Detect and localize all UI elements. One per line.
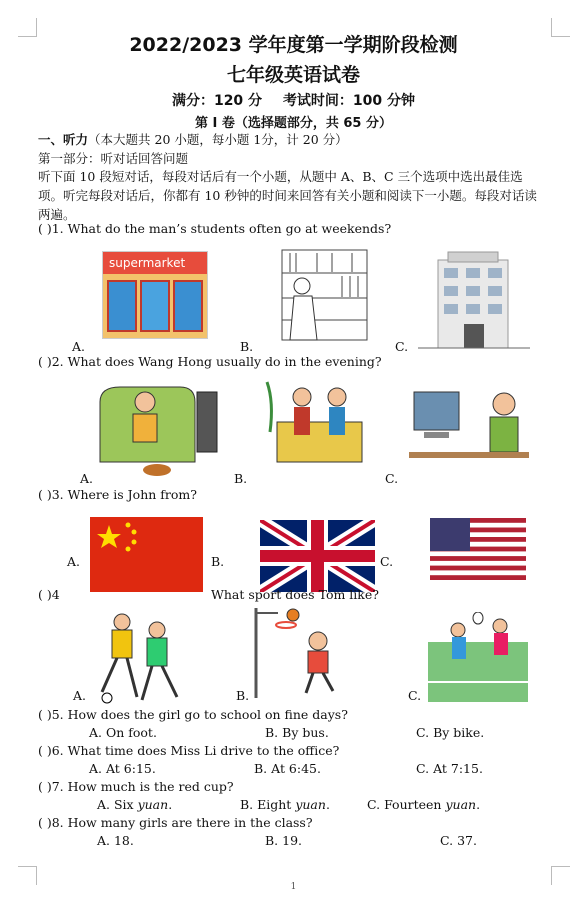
exam-meta	[0, 90, 587, 110]
time-label: 考试时间：100 分钟	[282, 93, 416, 109]
football-image	[87, 612, 187, 704]
option-c[interactable]: C. Fourteen yuan.	[367, 797, 481, 812]
option-c[interactable]: C.	[380, 554, 394, 569]
option-b[interactable]: B.	[236, 688, 250, 703]
answer-bracket[interactable]: ( )	[38, 743, 52, 758]
option-c[interactable]: C.	[395, 339, 409, 354]
option-c[interactable]: C. 37.	[440, 833, 477, 848]
option-c[interactable]: C.	[408, 688, 422, 703]
usa-flag-image	[430, 518, 526, 580]
instructions: 听下面 10 段短对话，每段对话后有一个小题，从题中 A、B、C 三个选项中选出最佳选项。听完每段对话后，你都有 10 秒钟的时间来回答有关小题和阅读下一小题。每段对话读两遍。	[38, 169, 537, 222]
option-a[interactable]: A. 18.	[97, 833, 134, 848]
option-c[interactable]: C.	[385, 471, 399, 486]
page-number: 1	[290, 882, 297, 892]
question-text: 6. What time does Miss Li drive to the office?	[51, 743, 340, 758]
answer-bracket[interactable]: ( )	[38, 354, 52, 369]
question-text: 8. How many girls are there in the class?	[51, 815, 313, 830]
option-a[interactable]: A.	[80, 471, 94, 486]
question-3	[38, 487, 197, 502]
question-text: 7. How much is the red cup?	[51, 779, 234, 794]
option-b[interactable]: B. At 6:45.	[254, 761, 321, 776]
option-a[interactable]: A. On foot.	[89, 725, 157, 740]
section-title: 一、听力	[38, 132, 89, 147]
option-c[interactable]: C. By bike.	[416, 725, 485, 740]
option-a[interactable]: A. Six yuan.	[97, 797, 173, 812]
question-text: 3. Where is John from?	[51, 487, 197, 502]
option-b[interactable]: B.	[234, 471, 248, 486]
supermarket-sign: supermarket	[103, 252, 207, 274]
option-b[interactable]: B. By bus.	[265, 725, 329, 740]
uk-flag-image	[260, 520, 375, 592]
option-b[interactable]: B. 19.	[265, 833, 303, 848]
question-text: 1. What do the man’s students often go at weekends?	[51, 221, 392, 236]
question-4	[38, 587, 60, 602]
tennis-image	[428, 612, 528, 702]
question-2	[38, 354, 382, 369]
library-image	[262, 248, 372, 343]
option-a[interactable]: A. At 6:15.	[89, 761, 156, 776]
section-note: （本大题共 20 小题，每小题 1分，计 20 分）	[88, 132, 348, 147]
option-a[interactable]: A.	[67, 554, 81, 569]
question-1	[38, 221, 391, 236]
answer-bracket[interactable]: ( )	[38, 487, 52, 502]
option-c[interactable]: C. At 7:15.	[416, 761, 483, 776]
volume-heading: 第 I 卷（选择题部分，共 65 分）	[194, 116, 393, 131]
part-title: 第一部分：听对话回答问题	[38, 151, 189, 166]
question-5	[38, 707, 348, 722]
answer-bracket[interactable]: ( )	[38, 221, 52, 236]
question-text: 4	[51, 587, 60, 602]
basketball-image	[248, 603, 348, 698]
question-4-text: What sport does Tom like?	[211, 587, 379, 602]
answer-bracket[interactable]: ( )	[38, 707, 52, 722]
watching-tv-image	[95, 372, 220, 477]
answer-bracket[interactable]: ( )	[38, 779, 52, 794]
answer-bracket[interactable]: ( )	[38, 815, 52, 830]
question-6	[38, 743, 339, 758]
question-8	[38, 815, 313, 830]
exam-title: 2022/2023 学年度第一学期阶段检测	[129, 34, 458, 56]
option-b[interactable]: B.	[211, 554, 225, 569]
option-a[interactable]: A.	[73, 688, 87, 703]
answer-bracket[interactable]: ( )	[38, 587, 52, 602]
office-building-image	[418, 250, 530, 350]
supermarket-image	[102, 251, 208, 339]
friends-chatting-image	[262, 372, 372, 477]
using-computer-image	[404, 372, 530, 477]
exam-subtitle: 七年级英语试卷	[226, 64, 360, 86]
section-heading	[38, 130, 348, 149]
china-flag-image	[90, 517, 203, 592]
score-label: 满分：120 分	[171, 93, 263, 109]
option-b[interactable]: B.	[240, 339, 254, 354]
question-text: 5. How does the girl go to school on fine days?	[51, 707, 348, 722]
option-b[interactable]: B. Eight yuan.	[240, 797, 330, 812]
question-text: 2. What does Wang Hong usually do in the evening?	[51, 354, 382, 369]
option-a[interactable]: A.	[72, 339, 86, 354]
question-7	[38, 779, 234, 794]
